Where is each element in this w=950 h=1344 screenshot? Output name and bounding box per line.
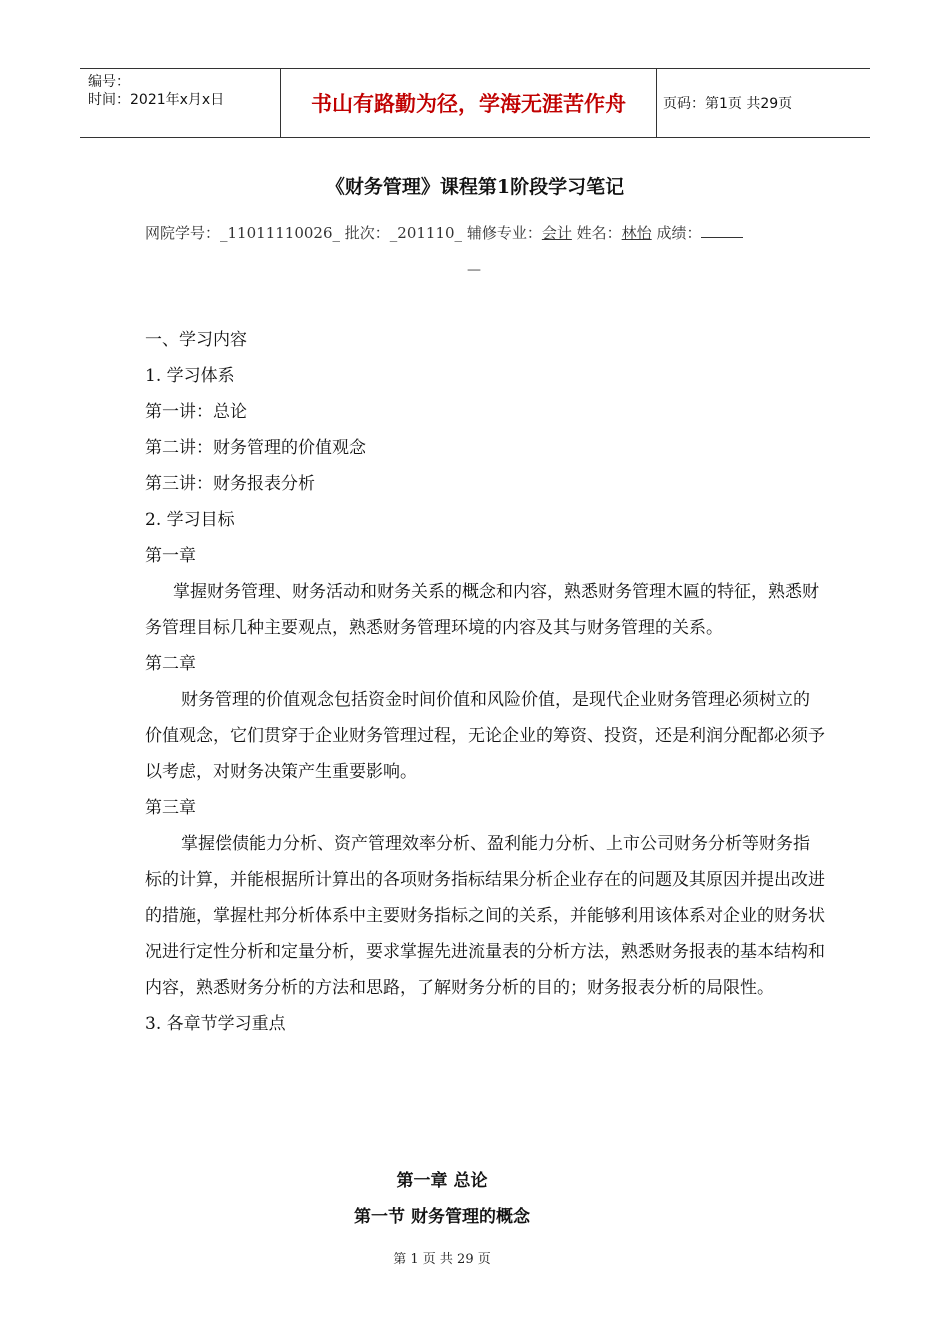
student-id-label: 网院学号： [145, 224, 221, 242]
chapter-title: 第一章 总论 [396, 1171, 488, 1191]
chapter-paragraph: 掌握偿债能力分析、资产管理效率分析、盈利能力分析、上市公司财务分析等财务指标的计算，并能根据所计算出的各项财务指标结果分析企业存在的问题及其原因并提出改进的措施，掌握杜邦分析体系中主要财务指标之间的关系，并能够利用该体系对企业的财务状况进行定性分析和定量分析，要求掌握先进流量表的分析方法，熟悉财务报表的基本结构和内容，熟悉财务分析的方法和思路，了解财务分析的目的；财务报表分析的局限性。 [145, 834, 825, 998]
date-label: 时间：2021年x月x日 [88, 92, 225, 108]
header-left-cell [80, 69, 281, 137]
major-value: 会计 [541, 224, 572, 242]
list-item: 3. 各章节学习重点 [145, 1014, 286, 1034]
page-header [80, 68, 870, 138]
section-title: 第一节 财务管理的概念 [354, 1207, 530, 1227]
page-footer: 第 1 页 共 29 页 [393, 1252, 491, 1267]
lecture-item: 第二讲：财务管理的价值观念 [145, 438, 366, 458]
document-title: 《财务管理》课程第1阶段学习笔记 [325, 176, 625, 198]
chapter-paragraph: 财务管理的价值观念包括资金时间价值和风险价值，是现代企业财务管理必须树立的价值观念，它们贯穿于企业财务管理过程，无论企业的筹资、投资，还是利润分配都必须予以考虑，对财务决策产生重要影响。 [145, 690, 825, 782]
name-value: 林怡 [621, 224, 652, 242]
chapter-heading: 第三章 [145, 798, 196, 818]
chapter-paragraph: 掌握财务管理、财务活动和财务关系的概念和内容，熟悉财务管理木匾的特征，熟悉财务管理目标几种主要观点，熟悉财务管理环境的内容及其与财务管理的关系。 [145, 582, 819, 638]
header-motto: 书山有路勤为径，学海无涯苦作舟 [281, 69, 657, 137]
list-item: 2. 学习目标 [145, 510, 235, 530]
lecture-item: 第三讲：财务报表分析 [145, 474, 315, 494]
header-page-code: 页码：第1页 共29页 [663, 96, 793, 112]
document-body [145, 322, 825, 1042]
major-label: 辅修专业： [466, 224, 542, 242]
score-label: 成绩： [656, 224, 702, 242]
info-trailing-dash: — [467, 262, 481, 278]
student-info-line [145, 222, 743, 243]
name-label: 姓名： [576, 224, 622, 242]
chapter-heading: 第一章 [145, 546, 196, 566]
chapter-heading: 第二章 [145, 654, 196, 674]
section-heading: 一、学习内容 [145, 330, 247, 350]
lecture-item: 第一讲：总论 [145, 402, 247, 422]
score-blank [701, 223, 743, 238]
batch-value: _201110_ [389, 224, 463, 242]
student-id: _11011110026_ [220, 224, 340, 242]
number-label: 编号： [88, 74, 130, 90]
list-item: 1. 学习体系 [145, 366, 235, 386]
batch-label: 批次： [344, 224, 390, 242]
